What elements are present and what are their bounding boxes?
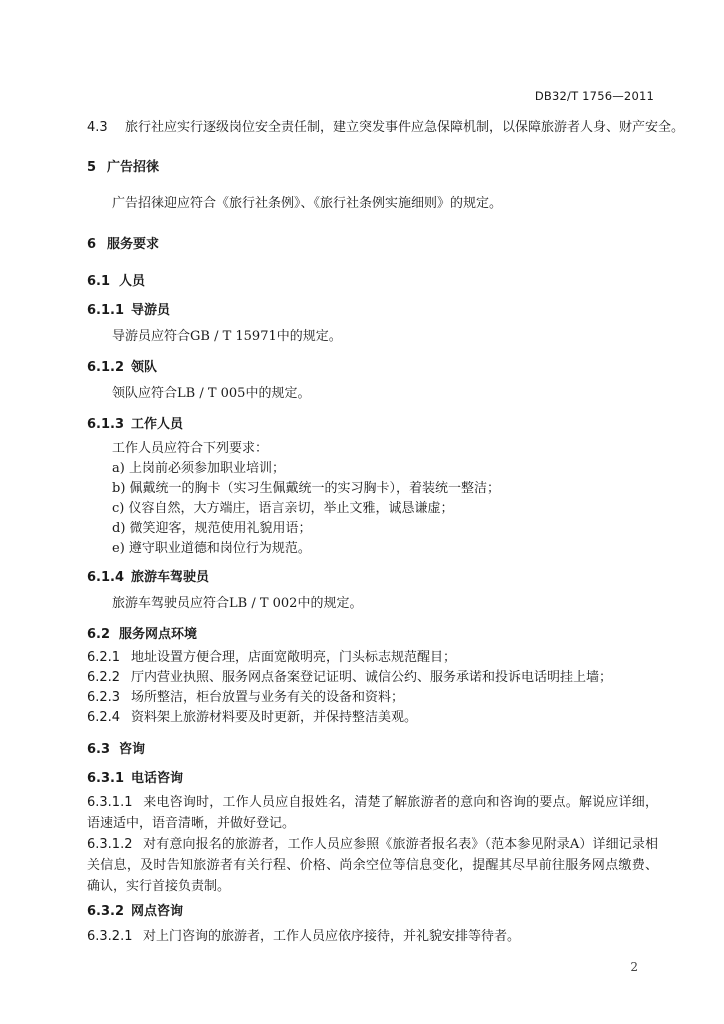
section-number: 5: [87, 160, 97, 175]
page-number: 2: [630, 960, 638, 974]
section-title: 服务要求: [107, 237, 160, 252]
section-6-heading: [87, 233, 159, 252]
section-number: 6.1.1: [87, 303, 125, 318]
clause-text: 厅内营业执照、服务网点备案登记证明、诚信公约、服务承诺和投诉电话明挂上墙；: [131, 670, 613, 685]
clause-text: 对上门咨询的旅游者，工作人员应依序接待，并礼貌安排等待者。: [143, 929, 521, 944]
clause-number: 6.2.2: [87, 670, 121, 685]
clause-text: 资料架上旅游材料要及时更新，并保持整洁美观。: [131, 710, 418, 725]
section-title: 服务网点环境: [119, 627, 198, 642]
section-title: 网点咨询: [131, 904, 184, 919]
clause-number: 4.3: [87, 120, 108, 135]
clause-text: 旅行社应实行逐级岗位安全责任制，建立突发事件应急保障机制，以保障旅游者人身、财产安全。: [125, 120, 685, 135]
section-number: 6.1.4: [87, 570, 125, 585]
clause-number: 6.3.1.2: [87, 837, 133, 852]
clause-6-2-2: [87, 668, 612, 688]
clause-number: 6.2.4: [87, 710, 121, 725]
clause-number: 6.3.2.1: [87, 929, 133, 944]
clause-6-2-1: [87, 648, 456, 668]
section-6-1-1-text: 导游员应符合GB / T 15971中的规定。: [112, 329, 342, 344]
section-title: 旅游车驾驶员: [131, 570, 210, 585]
section-title: 人员: [119, 274, 146, 289]
section-number: 6.1.3: [87, 417, 125, 432]
section-number: 6.3.1: [87, 771, 125, 786]
list-item: e) 遵守职业道德和岗位行为规范。: [112, 541, 311, 556]
clause-text: 对有意向报名的旅游者，工作人员应参照《旅游者报名表》（范本参见附录A）详细记录相关信息，及时告知旅游者有关行程、价格、尚余空位等信息变化，提醒其尽早前往服务网点缴费、确认，实行首接负责制。: [87, 837, 658, 894]
section-5-text: 广告招徕迎应符合《旅行社条例》、《旅行社条例实施细则》的规定。: [112, 196, 503, 211]
section-title: 工作人员: [131, 417, 184, 432]
section-number: 6.1.2: [87, 360, 125, 375]
clause-text: 来电咨询时，工作人员应自报姓名，清楚了解旅游者的意向和咨询的要点。解说应详细，语速适中，语音清晰，并做好登记。: [87, 795, 658, 831]
clause-6-3-1-2: [87, 834, 658, 897]
section-5-heading: [87, 156, 159, 175]
clause-4-3: [87, 118, 684, 138]
section-6-1-2-text: 领队应符合LB / T 005中的规定。: [112, 386, 311, 401]
section-6-1-3-intro: 工作人员应符合下列要求：: [112, 441, 269, 456]
clause-text: 场所整洁，柜台放置与业务有关的设备和资料；: [131, 690, 405, 705]
section-6-3-2-heading: [87, 900, 183, 919]
clause-number: 6.2.1: [87, 650, 121, 665]
clause-text: 地址设置方便合理，店面宽敞明亮，门头标志规范醒目；: [131, 650, 457, 665]
section-6-1-3-heading: [87, 413, 183, 432]
clause-6-3-1-1: [87, 792, 658, 834]
section-6-1-4-heading: [87, 566, 209, 585]
section-title: 广告招徕: [107, 160, 160, 175]
section-number: 6.2: [87, 627, 111, 642]
section-6-3-heading: [87, 738, 145, 757]
clause-6-2-4: [87, 708, 417, 728]
list-item: c) 仪容自然，大方端庄，语言亲切，举止文雅，诚恳谦虚；: [112, 501, 454, 516]
clause-6-3-2-1: [87, 927, 520, 947]
section-6-1-2-heading: [87, 356, 157, 375]
section-number: 6: [87, 237, 97, 252]
clause-6-2-3: [87, 688, 404, 708]
section-6-1-4-text: 旅游车驾驶员应符合LB / T 002中的规定。: [112, 596, 363, 611]
section-6-3-1-heading: [87, 767, 183, 786]
section-title: 电话咨询: [131, 771, 184, 786]
clause-number: 6.3.1.1: [87, 795, 133, 810]
section-number: 6.3: [87, 742, 111, 757]
list-item: a) 上岗前必须参加职业培训；: [112, 461, 285, 476]
section-number: 6.3.2: [87, 904, 125, 919]
section-6-1-1-heading: [87, 299, 170, 318]
section-6-1-heading: [87, 270, 145, 289]
section-6-2-heading: [87, 623, 197, 642]
list-item: d) 微笑迎客，规范使用礼貌用语；: [112, 521, 312, 536]
standard-code: DB32/T 1756—2011: [534, 89, 654, 103]
section-number: 6.1: [87, 274, 111, 289]
section-title: 咨询: [119, 742, 146, 757]
list-item: b) 佩戴统一的胸卡（实习生佩戴统一的实习胸卡），着装统一整洁；: [112, 481, 501, 496]
section-title: 领队: [131, 360, 158, 375]
clause-number: 6.2.3: [87, 690, 121, 705]
section-title: 导游员: [131, 303, 171, 318]
